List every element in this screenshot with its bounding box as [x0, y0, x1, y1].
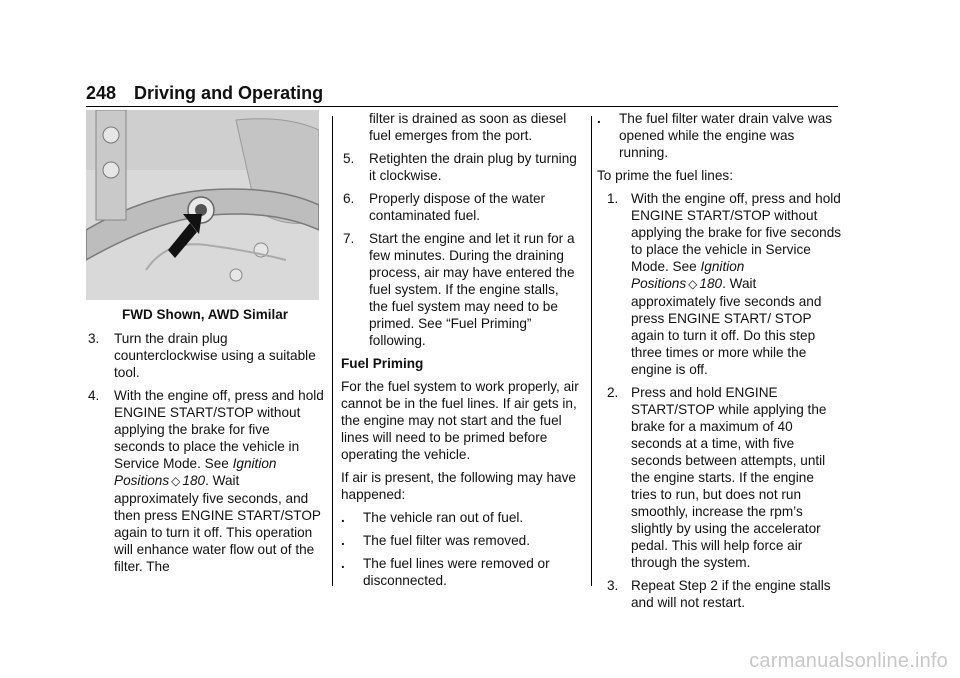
page-ref-icon: ◇: [171, 474, 181, 488]
step-7: 7. Start the engine and let it run for a few minutes. During the draining process, air may have entered the fuel system. If the engine stalls, the fuel system may need to be primed. See “Fuel Priming” following.: [343, 231, 575, 348]
column-divider: [332, 116, 333, 586]
list-item: . The vehicle ran out of fuel.: [341, 510, 524, 525]
column-2: [341, 110, 579, 595]
column-1: [86, 110, 324, 581]
fuel-filter-drain-plug-illustration: [86, 110, 319, 300]
page-number: 248: [86, 83, 117, 103]
list-item: . The fuel filter was removed.: [341, 533, 530, 548]
figure-caption: FWD Shown, AWD Similar: [121, 307, 288, 322]
watermark: carmanualsonline.info: [749, 650, 948, 672]
column-divider: [591, 116, 592, 586]
list-item: . The fuel filter water drain valve was opened while the engine was running.: [597, 111, 833, 160]
page-ref-number[interactable]: 180: [699, 276, 723, 291]
paragraph: For the fuel system to work properly, air cannot be in the fuel lines. If air gets in, the engine may not start and the fuel lines will need to be primed before operating the vehicle.: [341, 379, 579, 462]
step-5: 5. Retighten the drain plug by turning it clockwise.: [343, 151, 577, 183]
list-item: . The fuel lines were removed or disconnected.: [341, 556, 550, 588]
step-3: 3. Turn the drain plug counterclockwise using a suitable tool.: [88, 331, 316, 380]
bullet-icon: .: [341, 533, 345, 548]
page-ref-number[interactable]: 180: [182, 473, 206, 488]
xref-ignition-positions[interactable]: Ignition Positions: [631, 259, 745, 291]
step-6: 6. Properly dispose of the water contaminated fuel.: [343, 191, 546, 223]
step-4-continued: filter is drained as soon as diesel fuel emerges from the port.: [369, 111, 567, 143]
bullet-icon: .: [597, 111, 601, 126]
paragraph: To prime the fuel lines:: [597, 168, 734, 183]
step-2: 2. Press and hold ENGINE START/STOP while applying the brake for a maximum of 40 seconds at a time, with five seconds between attempts, until the engine starts. If the engine tries to run, but does not run smoothly, increase the rpm’s slightly by using the accelerator pedal. This will help force air through the system.: [607, 385, 827, 570]
section-title: Driving and Operating: [134, 83, 324, 103]
step-3: 3. Repeat Step 2 if the engine stalls and will not restart.: [607, 578, 831, 610]
step-4: 4. With the engine off, press and hold ENGINE START/STOP without applying the brake for five seconds to place the vehicle in Service Mode. See Ignition Positions ◇ 180. Wait approximately five seconds, and then press ENGINE START/STOP again to turn it off. This operation will enhance water flow out of the filter. The: [88, 388, 324, 574]
xref-ignition-positions[interactable]: Ignition Positions: [114, 456, 277, 488]
bullet-icon: .: [341, 510, 345, 525]
step-1: 1. With the engine off, press and hold ENGINE START/STOP without applying the brake for five seconds to place the vehicle in Service Mode. See Ignition Positions ◇ 180. Wait approximately five seconds and press ENGINE START/ STOP again to turn it off. Do this step three times or more while the engine is off.: [607, 191, 842, 377]
bullet-icon: .: [341, 556, 345, 571]
page-header: [86, 82, 838, 107]
column-3: [597, 110, 842, 617]
paragraph: If air is present, the following may have happened:: [341, 470, 576, 502]
page-ref-icon: ◇: [688, 277, 698, 291]
subheading-fuel-priming: Fuel Priming: [341, 356, 424, 371]
